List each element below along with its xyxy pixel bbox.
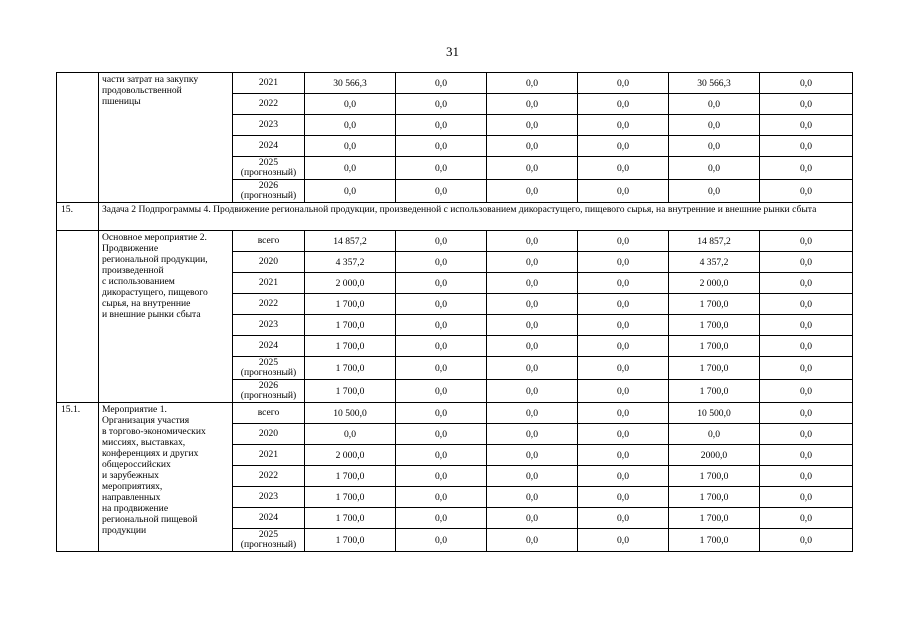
extra-value: 4 357,2 — [669, 252, 760, 273]
year-cell: 2023 — [233, 487, 305, 508]
federal-value: 0,0 — [396, 136, 487, 157]
other-value: 0,0 — [760, 445, 853, 466]
extra-value: 1 700,0 — [669, 529, 760, 552]
extra-value: 1 700,0 — [669, 294, 760, 315]
total-value: 0,0 — [305, 424, 396, 445]
extra-value: 1 700,0 — [669, 315, 760, 336]
row-number — [57, 73, 99, 203]
row-number: 15.1. — [57, 403, 99, 552]
local-value: 0,0 — [578, 403, 669, 424]
regional-value: 0,0 — [487, 115, 578, 136]
extra-value: 0,0 — [669, 94, 760, 115]
extra-value: 30 566,3 — [669, 73, 760, 94]
local-value: 0,0 — [578, 231, 669, 252]
local-value: 0,0 — [578, 466, 669, 487]
extra-value: 1 700,0 — [669, 466, 760, 487]
year-cell: 2026 (прогнозный) — [233, 180, 305, 203]
regional-value: 0,0 — [487, 357, 578, 380]
other-value: 0,0 — [760, 252, 853, 273]
total-value: 1 700,0 — [305, 508, 396, 529]
budget-table-body — [57, 73, 853, 552]
other-value: 0,0 — [760, 294, 853, 315]
local-value: 0,0 — [578, 445, 669, 466]
regional-value: 0,0 — [487, 231, 578, 252]
year-cell: 2025 (прогнозный) — [233, 529, 305, 552]
activity-name: части затрат на закупку продовольственной пшеницы — [99, 73, 233, 203]
extra-value: 1 700,0 — [669, 380, 760, 403]
page-number: 31 — [446, 44, 459, 59]
regional-value: 0,0 — [487, 380, 578, 403]
total-value: 0,0 — [305, 157, 396, 180]
year-cell: всего — [233, 231, 305, 252]
year-cell: 2024 — [233, 508, 305, 529]
total-value: 1 700,0 — [305, 466, 396, 487]
year-cell: 2024 — [233, 336, 305, 357]
local-value: 0,0 — [578, 180, 669, 203]
local-value: 0,0 — [578, 529, 669, 552]
table-row — [57, 73, 853, 94]
other-value: 0,0 — [760, 336, 853, 357]
regional-value: 0,0 — [487, 273, 578, 294]
regional-value: 0,0 — [487, 445, 578, 466]
regional-value: 0,0 — [487, 315, 578, 336]
other-value: 0,0 — [760, 466, 853, 487]
federal-value: 0,0 — [396, 424, 487, 445]
total-value: 1 700,0 — [305, 487, 396, 508]
total-value: 1 700,0 — [305, 529, 396, 552]
local-value: 0,0 — [578, 73, 669, 94]
table-row — [57, 231, 853, 252]
activity-name: Мероприятие 1. Организация участия в торгово-экономических миссиях, выставках, конференциях и других общероссийских и зарубежных мероприятиях, направленных на продвижение региональной пищевой продукции — [99, 403, 233, 552]
federal-value: 0,0 — [396, 252, 487, 273]
regional-value: 0,0 — [487, 294, 578, 315]
regional-value: 0,0 — [487, 94, 578, 115]
year-cell: 2023 — [233, 315, 305, 336]
federal-value: 0,0 — [396, 315, 487, 336]
other-value: 0,0 — [760, 487, 853, 508]
federal-value: 0,0 — [396, 403, 487, 424]
federal-value: 0,0 — [396, 487, 487, 508]
other-value: 0,0 — [760, 115, 853, 136]
total-value: 1 700,0 — [305, 294, 396, 315]
year-cell: 2021 — [233, 273, 305, 294]
extra-value: 0,0 — [669, 115, 760, 136]
local-value: 0,0 — [578, 115, 669, 136]
year-cell: всего — [233, 403, 305, 424]
regional-value: 0,0 — [487, 403, 578, 424]
regional-value: 0,0 — [487, 157, 578, 180]
table-row — [57, 403, 853, 424]
extra-value: 2000,0 — [669, 445, 760, 466]
federal-value: 0,0 — [396, 357, 487, 380]
extra-value: 14 857,2 — [669, 231, 760, 252]
extra-value: 0,0 — [669, 424, 760, 445]
federal-value: 0,0 — [396, 180, 487, 203]
year-cell: 2022 — [233, 466, 305, 487]
extra-value: 0,0 — [669, 180, 760, 203]
extra-value: 1 700,0 — [669, 487, 760, 508]
local-value: 0,0 — [578, 424, 669, 445]
year-cell: 2020 — [233, 252, 305, 273]
row-number: 15. — [57, 203, 99, 231]
other-value: 0,0 — [760, 73, 853, 94]
regional-value: 0,0 — [487, 508, 578, 529]
other-value: 0,0 — [760, 180, 853, 203]
extra-value: 2 000,0 — [669, 273, 760, 294]
other-value: 0,0 — [760, 380, 853, 403]
total-value: 0,0 — [305, 136, 396, 157]
federal-value: 0,0 — [396, 94, 487, 115]
activity-name: Основное мероприятие 2. Продвижение региональной продукции, произведенной с использованием дикорастущего, пищевого сырья, на внутренние и внешние рынки сбыта — [99, 231, 233, 403]
year-cell: 2021 — [233, 73, 305, 94]
local-value: 0,0 — [578, 315, 669, 336]
year-cell: 2021 — [233, 445, 305, 466]
total-value: 1 700,0 — [305, 357, 396, 380]
local-value: 0,0 — [578, 273, 669, 294]
year-cell: 2023 — [233, 115, 305, 136]
total-value: 2 000,0 — [305, 273, 396, 294]
local-value: 0,0 — [578, 94, 669, 115]
other-value: 0,0 — [760, 529, 853, 552]
local-value: 0,0 — [578, 136, 669, 157]
other-value: 0,0 — [760, 357, 853, 380]
federal-value: 0,0 — [396, 73, 487, 94]
year-cell: 2022 — [233, 94, 305, 115]
extra-value: 1 700,0 — [669, 357, 760, 380]
federal-value: 0,0 — [396, 294, 487, 315]
regional-value: 0,0 — [487, 424, 578, 445]
extra-value: 0,0 — [669, 136, 760, 157]
year-cell: 2026 (прогнозный) — [233, 380, 305, 403]
total-value: 14 857,2 — [305, 231, 396, 252]
federal-value: 0,0 — [396, 157, 487, 180]
other-value: 0,0 — [760, 136, 853, 157]
federal-value: 0,0 — [396, 115, 487, 136]
extra-value: 1 700,0 — [669, 508, 760, 529]
task-text: Задача 2 Подпрограммы 4. Продвижение региональной продукции, произведенной с использованием дикорастущего, пищевого сырья, на внутренние и внешние рынки сбыта — [99, 203, 853, 231]
federal-value: 0,0 — [396, 273, 487, 294]
year-cell: 2025 (прогнозный) — [233, 157, 305, 180]
year-cell: 2020 — [233, 424, 305, 445]
total-value: 0,0 — [305, 115, 396, 136]
federal-value: 0,0 — [396, 466, 487, 487]
regional-value: 0,0 — [487, 73, 578, 94]
federal-value: 0,0 — [396, 231, 487, 252]
year-cell: 2024 — [233, 136, 305, 157]
regional-value: 0,0 — [487, 136, 578, 157]
federal-value: 0,0 — [396, 336, 487, 357]
total-value: 1 700,0 — [305, 336, 396, 357]
other-value: 0,0 — [760, 273, 853, 294]
total-value: 0,0 — [305, 180, 396, 203]
local-value: 0,0 — [578, 357, 669, 380]
other-value: 0,0 — [760, 508, 853, 529]
other-value: 0,0 — [760, 315, 853, 336]
row-number — [57, 231, 99, 403]
total-value: 30 566,3 — [305, 73, 396, 94]
regional-value: 0,0 — [487, 466, 578, 487]
total-value: 1 700,0 — [305, 315, 396, 336]
federal-value: 0,0 — [396, 445, 487, 466]
local-value: 0,0 — [578, 508, 669, 529]
task-row — [57, 203, 853, 231]
regional-value: 0,0 — [487, 529, 578, 552]
other-value: 0,0 — [760, 94, 853, 115]
local-value: 0,0 — [578, 336, 669, 357]
local-value: 0,0 — [578, 157, 669, 180]
local-value: 0,0 — [578, 252, 669, 273]
regional-value: 0,0 — [487, 252, 578, 273]
extra-value: 1 700,0 — [669, 336, 760, 357]
regional-value: 0,0 — [487, 180, 578, 203]
total-value: 0,0 — [305, 94, 396, 115]
other-value: 0,0 — [760, 231, 853, 252]
total-value: 2 000,0 — [305, 445, 396, 466]
other-value: 0,0 — [760, 424, 853, 445]
year-cell: 2025 (прогнозный) — [233, 357, 305, 380]
total-value: 4 357,2 — [305, 252, 396, 273]
year-cell: 2022 — [233, 294, 305, 315]
federal-value: 0,0 — [396, 380, 487, 403]
regional-value: 0,0 — [487, 487, 578, 508]
regional-value: 0,0 — [487, 336, 578, 357]
federal-value: 0,0 — [396, 529, 487, 552]
other-value: 0,0 — [760, 403, 853, 424]
extra-value: 0,0 — [669, 157, 760, 180]
local-value: 0,0 — [578, 294, 669, 315]
total-value: 1 700,0 — [305, 380, 396, 403]
extra-value: 10 500,0 — [669, 403, 760, 424]
total-value: 10 500,0 — [305, 403, 396, 424]
local-value: 0,0 — [578, 487, 669, 508]
local-value: 0,0 — [578, 380, 669, 403]
federal-value: 0,0 — [396, 508, 487, 529]
budget-table — [56, 72, 853, 552]
other-value: 0,0 — [760, 157, 853, 180]
